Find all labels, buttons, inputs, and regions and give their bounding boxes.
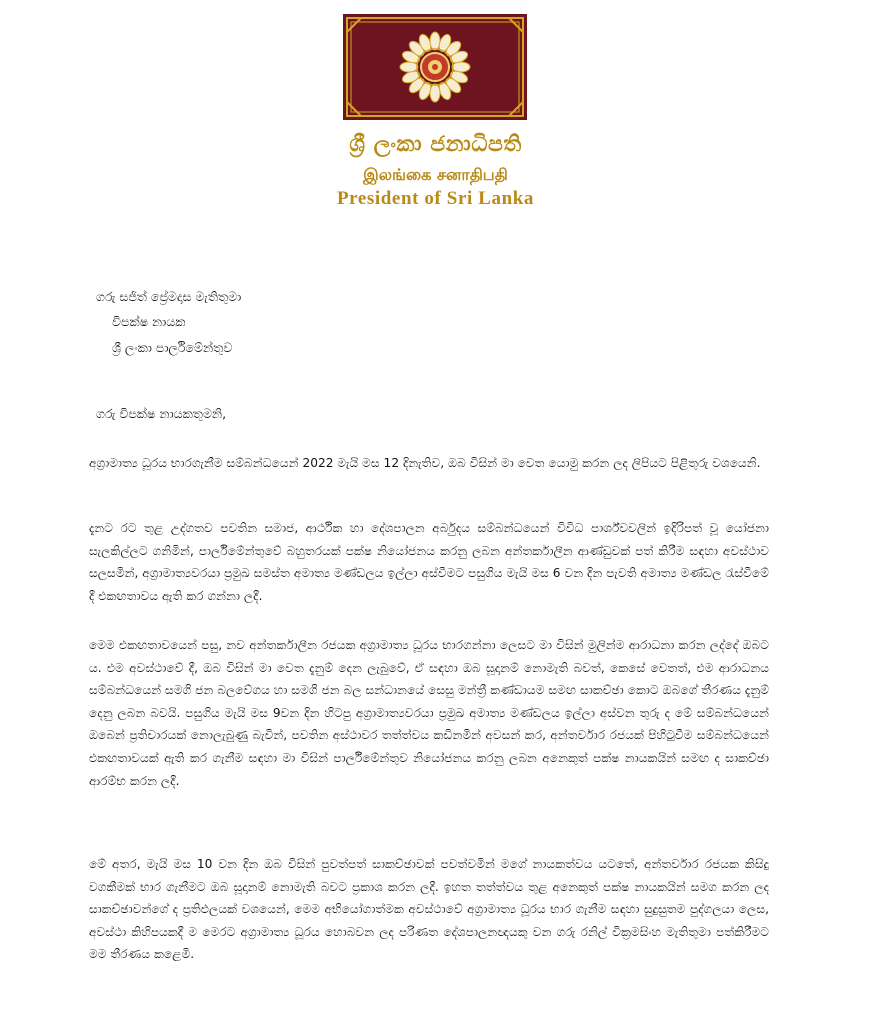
addressee-title: විපක්ෂ නායක [112,314,186,329]
lotus-petal [452,62,470,72]
lotus-petal [400,62,418,72]
body-paragraph-3: මෙම එකඟතාවයෙන් පසු, නව අන්තර්කාලීන රජයක අග්‍රාමාත්‍ය ධූරය භාරගන්නා ලෙසට මා විසින් මුලින්ම ආරාධනා කරන ලද්දේ ඔබට ය. එම අවස්ථාවේ දී, ඔබ විසින් මා වෙත දැනුම් දෙන ලැබුවේ, ඒ සඳහා ඔබ සූදානම් නොමැති බවත්, කෙසේ වෙතත්, එම ආරාධනය සම්බන්ධයෙන් සමගි ජන බලවේගය හා සමගි ජන බල සන්ධානයේ සෙසු මන්ත්‍රී කණ්ඩායම සමඟ සාකච්ඡා කොට ඔබගේ තීරණය දැනුම් දෙනු ලබන බවයි. පසුගිය මැයි මස 9වන දින හිටපු අග්‍රාමාත්‍යවරයා ප්‍රමුඛ අමාත්‍ය මණ්ඩලය ඉල්ලා අස්වන තුරු ද මේ සම්බන්ධයෙන් ඔබෙන් ප්‍රතිචාරයක් නොලැබුණු බැවින්, පවතින අස්ථාවර තත්ත්වය කඩිනමින් අවසන් කර, අන්තර්වාර රජයක් පිහිටුවීම සම්බන්ධයෙන් එකඟතාවයක් ඇති කර ගැනීම සඳහා මා විසින් පාර්ලිමේන්තුව නියෝජනය කරනු ලබන අනෙකුත් පක්ෂ නායකයින් සමඟ ද සාකච්ඡා ආරම්භ කරන ලදී. [89,638,769,788]
lotus-petal [430,84,440,102]
letterhead-title-tamil: இலங்கை சனாதிபதி [363,165,508,184]
body-paragraph-1: අග්‍රාමාත්‍ය ධූරය භාරගැනීම සම්බන්ධයෙන් 2022 මැයි මස 12 දිනැතිව, ඔබ විසින් මා වෙත යොමු කරන ලද ලිපියට පිළිතුරු වශයෙනි. [89,456,761,470]
letterhead-title-english: President of Sri Lanka [336,188,535,209]
lotus-petal [430,32,440,50]
addressee-institution: ශ්‍රී ලංකා පාර්ලිමේන්තුව [112,340,233,355]
addressee-name: ගරු සජිත් ප්‍රේමදාස මැතිතුමා [96,289,242,304]
lotus-emblem-icon [343,14,527,120]
salutation: ගරු විපක්ෂ නායකතුමනි, [96,406,227,421]
body-paragraph-2: දැනට රට තුළ උද්ගතව පවතින සමාජ, ආර්ථික හා දේශපාලන අර්බුදය සම්බන්ධයෙන් විවිධ පාර්ශ්වවලින් ඉදිරිපත් වූ යෝජනා සැලකිල්ලට ගනිමින්, පාර්ලිමේන්තුවේ බහුතරයක් පක්ෂ නියෝජනය කරනු ලබන අන්තර්කාලීන ආණ්ඩුවක් පත් කිරීම සඳහා අවස්ථාව සලසමින්, අග්‍රාමාත්‍යවරයා ප්‍රමුඛ සමස්ත අමාත්‍ය මණ්ඩලය ඉල්ලා අස්වීමට පසුගිය මැයි මස 6 වන දින පැවති අමාත්‍ය මණ්ඩල රැස්වීමේ දී එකඟතාවය ඇති කර ගන්නා ලදී. [89,521,769,603]
body-paragraph-4: මේ අතර, මැයි මස 10 වන දින ඔබ විසින් පුවත්පත් සාකච්ඡාවක් පවත්වමින් මගේ නායකත්වය යටතේ, අන්තර්වාර රජයක කිසිදු වගකීමක් භාර ගැනීමට ඔබ සූදානම් නොමැති බවට ප්‍රකාශ කරන ලදී. ඉහත තත්ත්වය තුළ අනෙකුත් පක්ෂ නායකයින් සමග කරන ලද සාකච්ඡාවන්ගේ ද ප්‍රතිඵලයක් වශයෙන්, මෙම අභියෝගාත්මක අවස්ථාවේ අග්‍රාමාත්‍ය ධූරය භාර ගැනීම සඳහා සුදුසුතම පුද්ගලයා ලෙස, අවස්ථා කිහිපයකදී ම මෙරට අග්‍රාමාත්‍ය ධූරය හොබවන ලද පරිණත දේශපාලනඥයකු වන ගරු රනිල් වික්‍රමසිංහ මැතිතුමා පත්කිරීමට මම තීරණය කළෙමි. [89,857,769,962]
letterhead-title-sinhala: ශ්‍රී ලංකා ජනාධිපති [349,132,522,157]
